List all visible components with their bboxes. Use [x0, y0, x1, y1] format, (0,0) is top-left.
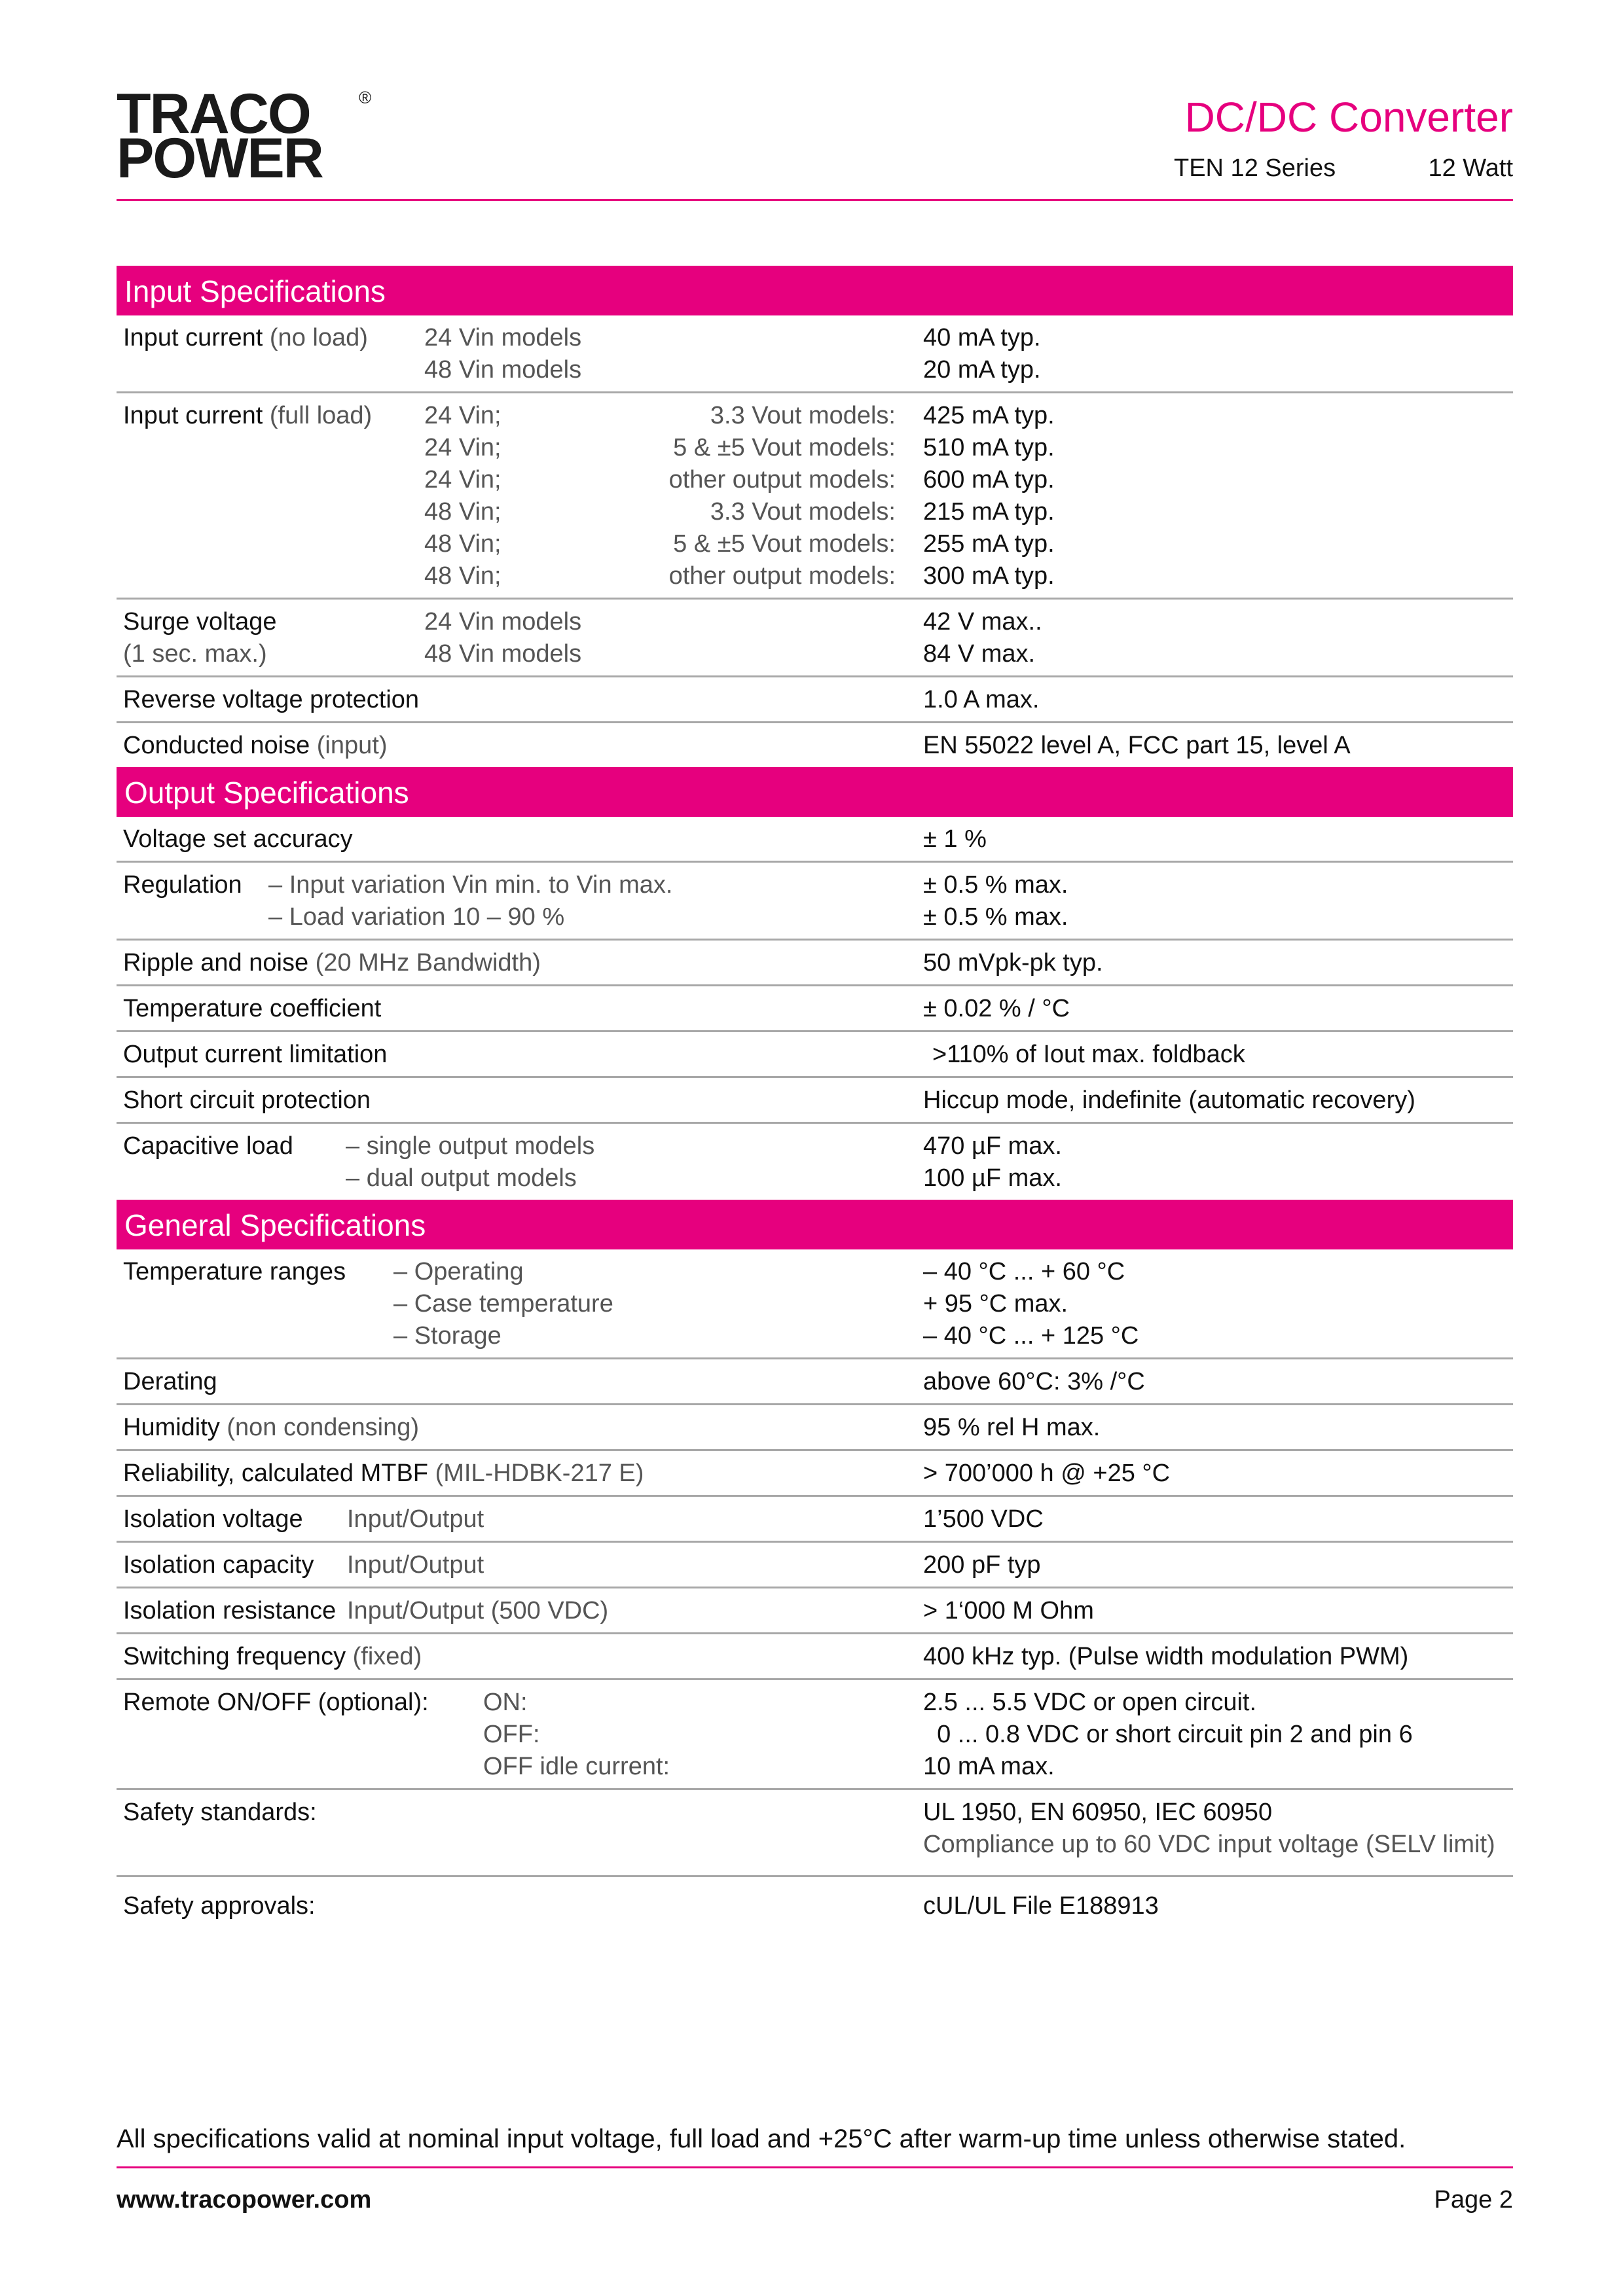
spec-label: Input current (full load): [123, 402, 373, 429]
spec-detail: Input/Output (500 VDC): [347, 1597, 609, 1624]
footnote: All specifications valid at nominal input voltage, full load and +25°C after warm-up time unless otherwise stated.: [117, 2125, 1406, 2153]
spec-label: Temperature coefficient: [123, 995, 382, 1022]
spec-value: 1.0 A max.: [923, 686, 1040, 713]
spec-row-surge-voltage: [117, 600, 1513, 677]
spec-value: ± 0.02 % / °C: [923, 995, 1070, 1022]
spec-label: Capacitive load: [123, 1132, 293, 1160]
spec-label: Surge voltage (1 sec. max.): [123, 608, 277, 668]
spec-label: Humidity (non condensing): [123, 1414, 420, 1441]
spec-detail: – single output models – dual output models: [346, 1132, 595, 1192]
spec-row-reverse-voltage: [117, 677, 1513, 723]
document-title: DC/DC Converter: [1184, 94, 1513, 141]
spec-detail: – Input variation Vin min. to Vin max. – Load variation 10 – 90 %: [268, 871, 673, 931]
spec-row-input-current-fullload: [117, 393, 1513, 600]
spec-detail: 24 Vin models 48 Vin models: [424, 324, 582, 384]
spec-row-remote-on-off: [117, 1680, 1513, 1790]
spec-detail: Input/Output: [347, 1551, 484, 1579]
spec-value: 425 mA typ. 510 mA typ. 600 mA typ. 215 mA typ. 255 mA typ. 300 mA typ.: [923, 402, 1055, 590]
footer-divider: [117, 2166, 1513, 2168]
spec-value: 50 mVpk-pk typ.: [923, 949, 1103, 977]
spec-value: > 700’000 h @ +25 °C: [923, 1460, 1171, 1487]
spec-table: [117, 266, 1513, 1928]
spec-label: Regulation: [123, 871, 242, 899]
header-divider: [117, 199, 1513, 201]
spec-value: > 1‘000 M Ohm: [923, 1597, 1094, 1624]
spec-row-temp-coefficient: [117, 986, 1513, 1032]
spec-value: >110% of Iout max. foldback: [932, 1041, 1245, 1068]
spec-value: 95 % rel H max.: [923, 1414, 1101, 1441]
spec-row-humidity: [117, 1405, 1513, 1451]
traco-power-logo: [117, 82, 372, 190]
logo-line-2: POWER: [117, 127, 323, 190]
spec-value: 2.5 ... 5.5 VDC or open circuit. 0 ... 0.8 VDC or short circuit pin 2 and pin 6 10 mA max.: [923, 1689, 1413, 1780]
website-link[interactable]: www.tracopower.com: [117, 2186, 372, 2214]
spec-row-current-limitation: [117, 1032, 1513, 1078]
section-header-output: Output Specifications: [117, 767, 1513, 817]
spec-value: 470 µF max. 100 µF max.: [923, 1132, 1062, 1192]
spec-row-isolation-voltage: [117, 1497, 1513, 1543]
spec-row-isolation-resistance: [117, 1588, 1513, 1634]
spec-label: Remote ON/OFF (optional):: [123, 1689, 429, 1716]
section-header-general: General Specifications: [117, 1200, 1513, 1249]
spec-value: ± 0.5 % max. ± 0.5 % max.: [923, 871, 1068, 931]
spec-label: Temperature ranges: [123, 1258, 346, 1285]
spec-detail-vin: 24 Vin; 24 Vin; 24 Vin; 48 Vin; 48 Vin; 48 Vin;: [424, 402, 501, 590]
spec-label: Input current (no load): [123, 324, 368, 351]
spec-label: Ripple and noise (20 MHz Bandwidth): [123, 949, 541, 977]
registered-mark: ®: [359, 88, 372, 107]
spec-row-derating: [117, 1359, 1513, 1405]
spec-row-mtbf: [117, 1451, 1513, 1497]
spec-value: 42 V max.. 84 V max.: [923, 608, 1042, 668]
spec-value: – 40 °C ... + 60 °C + 95 °C max. – 40 °C ... + 125 °C: [923, 1258, 1139, 1350]
spec-row-safety-standards: [117, 1790, 1513, 1877]
spec-label: Safety standards:: [123, 1799, 317, 1826]
spec-detail-vout: 3.3 Vout models: 5 & ±5 Vout models: other output models: 3.3 Vout models: 5 & ±5 Vout models: other output models:: [668, 402, 896, 590]
power-label: 12 Watt: [1428, 154, 1513, 182]
spec-value: 1’500 VDC: [923, 1505, 1044, 1533]
spec-value: above 60°C: 3% /°C: [923, 1368, 1145, 1395]
spec-row-conducted-noise: [117, 723, 1513, 767]
spec-detail: – Operating – Case temperature – Storage: [393, 1258, 613, 1350]
spec-label: Reliability, calculated MTBF (MIL-HDBK-217 E): [123, 1460, 644, 1487]
spec-label: Short circuit protection: [123, 1086, 371, 1114]
spec-row-capacitive-load: [117, 1124, 1513, 1200]
spec-row-temperature-ranges: [117, 1249, 1513, 1359]
spec-label: Voltage set accuracy: [123, 825, 353, 853]
spec-row-voltage-accuracy: [117, 817, 1513, 863]
spec-row-safety-approvals: [117, 1877, 1513, 1928]
spec-value: ± 1 %: [923, 825, 987, 853]
spec-detail: 24 Vin models 48 Vin models: [424, 608, 582, 668]
logo-line-1: TRACO: [117, 82, 310, 145]
spec-row-regulation: [117, 863, 1513, 941]
spec-value: Hiccup mode, indefinite (automatic recovery): [923, 1086, 1415, 1114]
spec-label: Conducted noise (input): [123, 732, 388, 759]
series-label: TEN 12 Series: [1174, 154, 1336, 182]
spec-label: Reverse voltage protection: [123, 686, 420, 713]
spec-label: Isolation resistance: [123, 1597, 337, 1624]
spec-value: UL 1950, EN 60950, IEC 60950 Compliance up to 60 VDC input voltage (SELV limit): [923, 1799, 1495, 1858]
section-header-input: Input Specifications: [117, 266, 1513, 315]
spec-label: Isolation capacity: [123, 1551, 314, 1579]
spec-value: 40 mA typ. 20 mA typ.: [923, 324, 1041, 384]
page-number: Page 2: [1434, 2186, 1513, 2214]
spec-row-ripple-noise: [117, 941, 1513, 986]
spec-label: Derating: [123, 1368, 217, 1395]
spec-label: Switching frequency (fixed): [123, 1643, 422, 1670]
spec-label: Isolation voltage: [123, 1505, 303, 1533]
spec-row-switching-frequency: [117, 1634, 1513, 1680]
spec-value: 400 kHz typ. (Pulse width modulation PWM): [923, 1643, 1409, 1670]
spec-detail: Input/Output: [347, 1505, 484, 1533]
spec-row-short-circuit: [117, 1078, 1513, 1124]
spec-detail: ON: OFF: OFF idle current:: [483, 1689, 670, 1780]
spec-value: cUL/UL File E188913: [923, 1892, 1159, 1920]
spec-label: Safety approvals:: [123, 1892, 316, 1920]
spec-row-input-current-noload: [117, 315, 1513, 393]
spec-value: EN 55022 level A, FCC part 15, level A: [923, 732, 1351, 759]
spec-row-isolation-capacity: [117, 1543, 1513, 1588]
spec-value: 200 pF typ: [923, 1551, 1041, 1579]
spec-label: Output current limitation: [123, 1041, 388, 1068]
